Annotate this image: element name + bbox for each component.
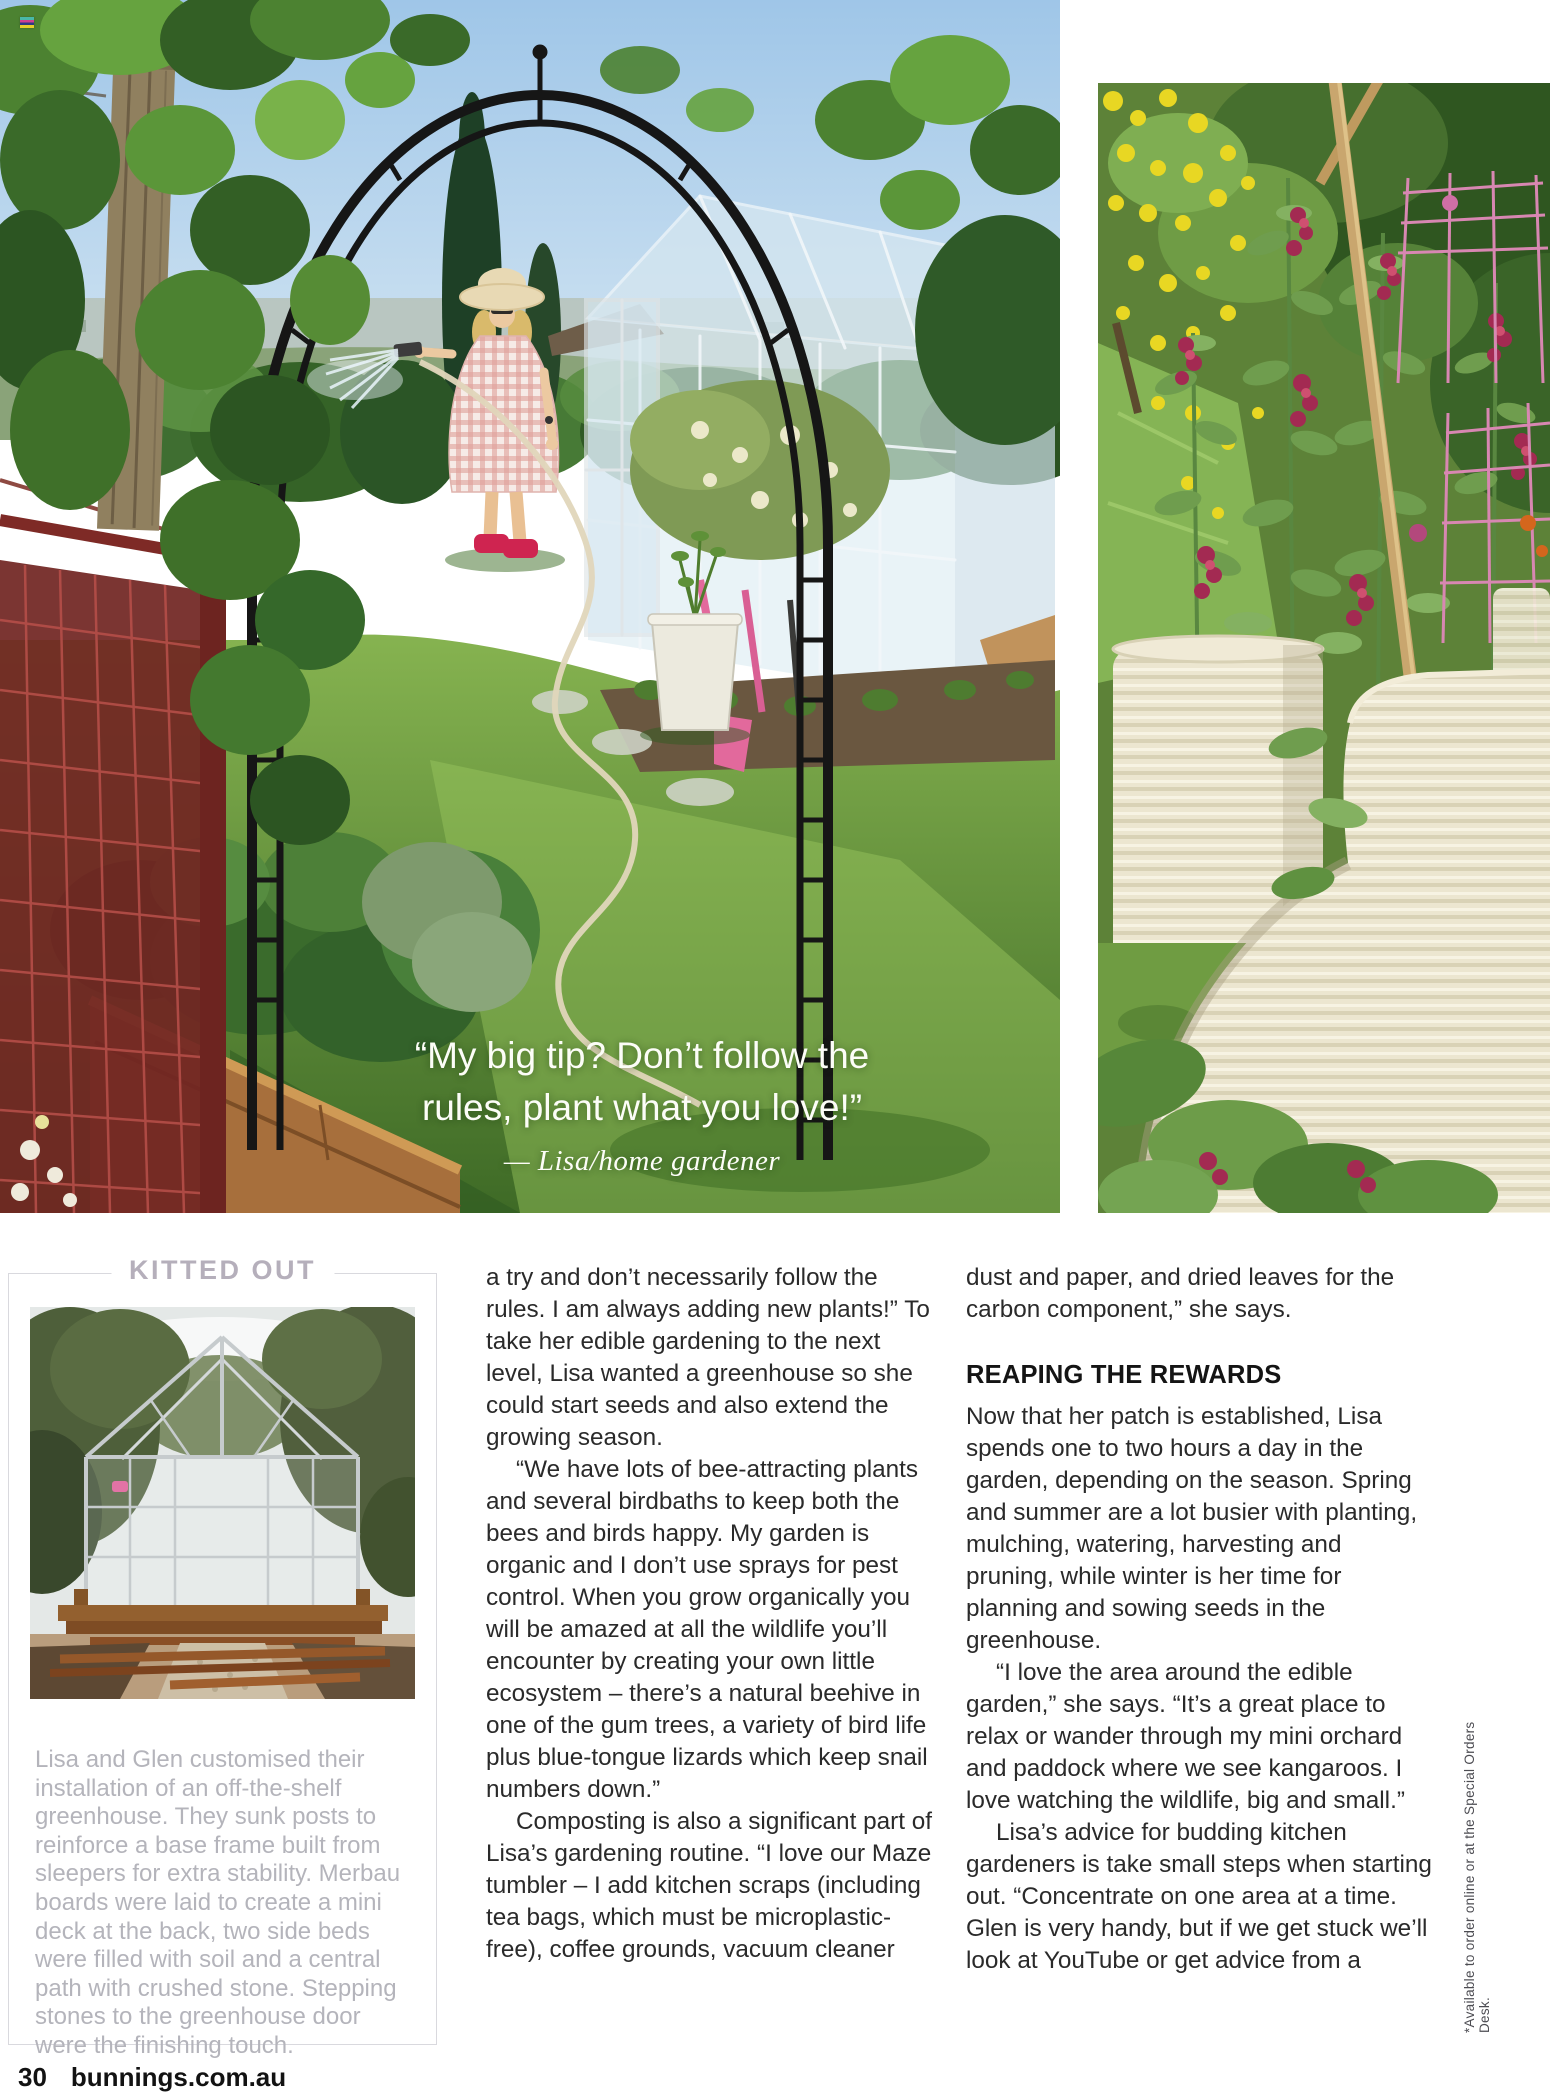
- pull-quote-line1: “My big tip? Don’t follow the: [414, 1035, 870, 1076]
- article-paragraph: a try and don’t necessarily follow the rules. I am always adding new plants!” To take her edible gardening to the next level, Lisa wanted a greenhouse so she could start seeds and also extend the growing season.: [486, 1264, 930, 1451]
- article-paragraph: Composting is also a significant part of Lisa’s gardening routine. “I love our Maze tumbler – I add kitchen scraps (including tea bags, which must be microplastic-free), coffee grounds, vacuum cleaner: [486, 1808, 932, 1963]
- pull-quote-line2: rules, plant what you love!”: [421, 1087, 863, 1128]
- garden-hero-photo: [0, 0, 1060, 1213]
- kitted-out-title: KITTED OUT: [111, 1255, 334, 1286]
- greenhouse-build-photo: [30, 1307, 415, 1699]
- raised-beds-photo: [1098, 83, 1550, 1213]
- pull-quote-attribution: — Lisa/home gardener: [503, 1145, 781, 1177]
- pull-quote: [322, 1030, 962, 1178]
- page-number: 30: [18, 2062, 47, 2092]
- article-paragraph: Lisa’s advice for budding kitchen gardeners is take small steps when starting out. “Concentrate on one area at a time. Glen is very handy, but if we get stuck we’ll look at YouTube or get advice from a: [966, 1819, 1432, 1974]
- article-column-2: [966, 1262, 1432, 1977]
- site-url: bunnings.com.au: [70, 2062, 287, 2092]
- kitted-out-caption: Lisa and Glen customised their installation of an off-the-shelf greenhouse. They sunk posts to reinforce a base frame built from sleepers for extra stability. Merbau boards were laid to create a mini deck at the back, two side beds were filled with soil and a central path with crushed stone. Stepping stones to the greenhouse door were the finishing touch.: [35, 1746, 401, 2059]
- page-corner-flag-icon: [20, 17, 34, 28]
- greenhouse-build-illustration: [30, 1307, 415, 1699]
- section-heading: REAPING THE REWARDS: [966, 1361, 1282, 1389]
- raised-beds-illustration: [1098, 83, 1550, 1213]
- availability-footnote: *Available to order online or at the Special Orders Desk.: [1462, 1721, 1492, 2033]
- article-paragraph: dust and paper, and dried leaves for the carbon component,” she says.: [966, 1264, 1395, 1323]
- article-paragraph: Now that her patch is established, Lisa spends one to two hours a day in the garden, depending on the season. Spring and summer are a lot busier with planting, mulching, watering, harvesting and pruning, while winter is her time for planning and sowing seeds in the greenhouse.: [966, 1403, 1418, 1654]
- article-paragraph: “We have lots of bee-attracting plants and several birdbaths to keep both the bees and birds happy. My garden is organic and I don’t use sprays for pest control. When you grow organically you will be amazed at all the wildlife you’ll encounter by creating your own little ecosystem – there’s a natural beehive in one of the gum trees, a variety of bird life plus blue-tongue lizards which keep snail numbers down.”: [486, 1456, 928, 1803]
- article-column-1: [486, 1262, 934, 1966]
- article-paragraph: “I love the area around the edible garden,” she says. “It’s a great place to relax or wander through my mini orchard and paddock where we see kangaroos. I love watching the wildlife, big and small.”: [966, 1659, 1405, 1814]
- page-footer: [18, 2062, 286, 2093]
- kitted-out-panel: [8, 1255, 437, 2059]
